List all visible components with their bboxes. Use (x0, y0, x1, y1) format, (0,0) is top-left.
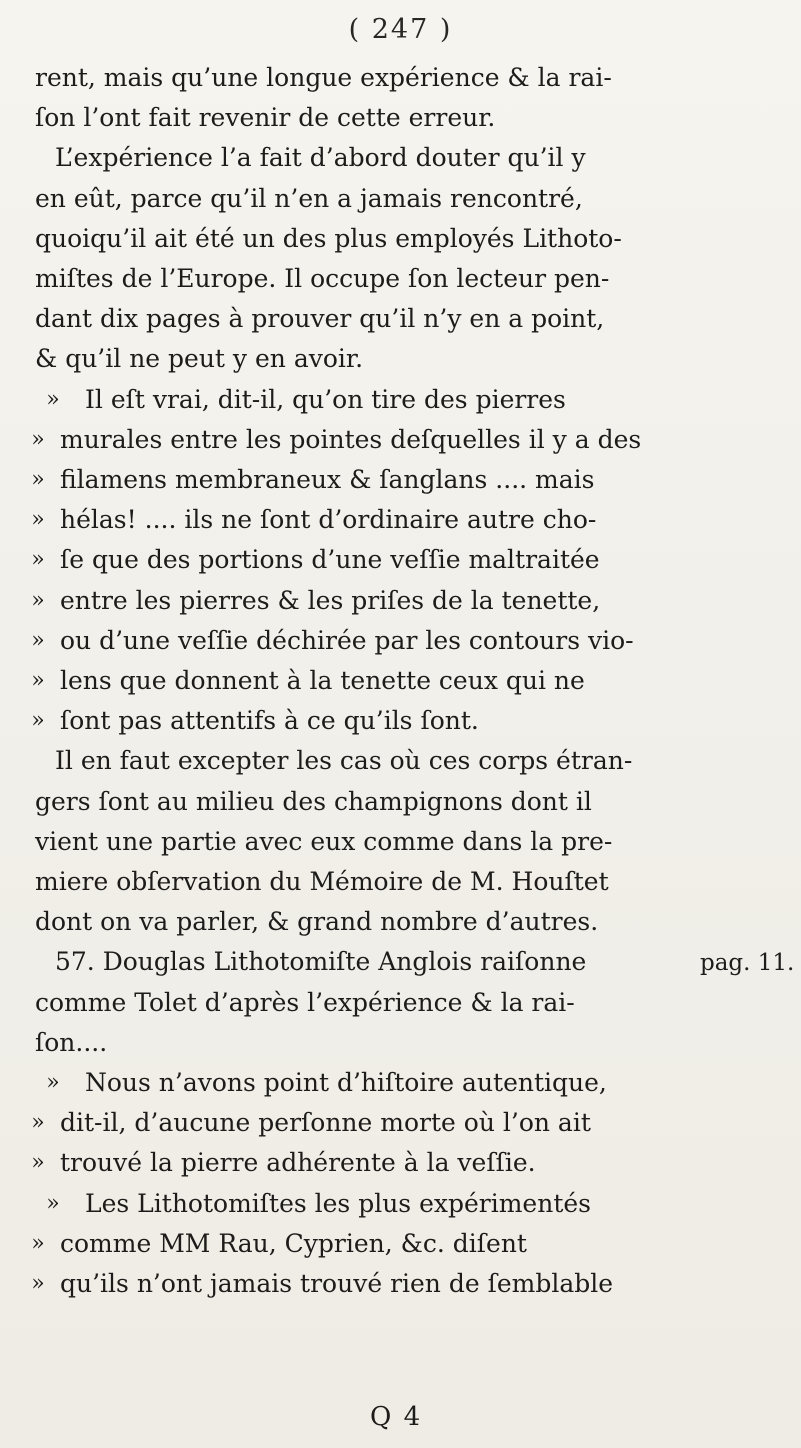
line-text: comme MM Rau, Cyprien, &c. diſent (60, 1228, 527, 1258)
line-text: entre les pierres & les priſes de la tenette, (60, 585, 601, 615)
text-line (0, 420, 801, 460)
line-text: 57. Douglas Lithotomiſte Anglois raiſonne (55, 947, 587, 977)
line-text: dont on va parler, & grand nombre d’autres. (35, 907, 599, 937)
text-line (0, 460, 801, 500)
line-text: Il en faut excepter les cas où ces corps étran- (55, 746, 633, 776)
text-line (0, 1184, 801, 1224)
text-line (0, 380, 801, 420)
quote-mark: » (31, 668, 45, 693)
quote-mark: » (31, 1271, 45, 1296)
line-text: qu’ils n’ont jamais trouvé rien de ſemblable (60, 1269, 614, 1298)
quote-mark: » (31, 1150, 45, 1176)
text-line (0, 1264, 801, 1304)
quote-mark: » (31, 507, 45, 533)
signature-mark: Q 4 (370, 1402, 423, 1432)
text-line (0, 138, 801, 178)
quote-mark: » (46, 386, 60, 412)
line-text: miere obſervation du Mémoire de M. Houſtet (35, 867, 609, 896)
line-text: rent, mais qu’une longue expérience & la rai- (35, 63, 612, 92)
text-line (0, 1023, 801, 1063)
text-line (0, 822, 801, 862)
line-text: murales entre les pointes deſquelles il y a des (60, 424, 642, 454)
line-text: comme Tolet d’après l’expérience & la rai- (35, 987, 575, 1017)
quote-mark: » (31, 426, 45, 452)
text-line (0, 58, 801, 98)
line-text: vient une partie avec eux comme dans la pre- (35, 826, 613, 856)
line-text: lens que donnent à la tenette ceux qui ne (60, 666, 585, 695)
page-number: ( 247 ) (348, 14, 453, 45)
text-line (0, 1224, 801, 1264)
line-text: & qu’il ne peut y en avoir. (35, 344, 364, 374)
text-line (0, 621, 801, 661)
line-text: dant dix pages à prouver qu’il n’y en a point, (35, 304, 605, 334)
line-text: ſon.... (35, 1027, 108, 1057)
line-text: ou d’une veſſie déchirée par les contours vio- (60, 625, 634, 655)
line-text: filamens membraneux & ſanglans .... mais (60, 465, 595, 494)
text-line (0, 701, 801, 741)
text-line (0, 500, 801, 540)
line-text: L’expérience l’a fait d’abord douter qu’il y (55, 143, 586, 173)
quote-mark: » (31, 708, 45, 734)
text-line (0, 1063, 801, 1103)
line-text: gers ſont au milieu des champignons dont il (35, 786, 592, 816)
text-line (0, 782, 801, 822)
quote-mark: » (46, 1190, 60, 1216)
quote-mark: » (31, 1110, 45, 1136)
text-line (0, 219, 801, 259)
line-text: dit-il, d’aucune perſonne morte où l’on ait (60, 1108, 591, 1138)
text-line (0, 179, 801, 219)
line-text: hélas! .... ils ne ſont d’ordinaire autre cho- (60, 505, 597, 535)
margin-note: pag. 11. (700, 950, 795, 977)
text-line (0, 299, 801, 339)
text-line (0, 983, 801, 1023)
quote-mark: » (46, 1070, 60, 1095)
text-line (0, 259, 801, 299)
text-line (0, 540, 801, 580)
line-text: ſont pas attentifs à ce qu’ils ſont. (60, 706, 479, 736)
text-line (0, 942, 801, 982)
quote-mark: » (31, 627, 45, 653)
line-text: miſtes de l’Europe. Il occupe ſon lecteur pen- (35, 264, 610, 293)
line-text: en eût, parce qu’il n’en a jamais rencontré, (35, 183, 583, 213)
text-line (0, 98, 801, 138)
text-line (0, 581, 801, 621)
line-text: Les Lithotomiſtes les plus expérimentés (85, 1188, 591, 1218)
line-text: trouvé la pierre adhérente à la veſſie. (60, 1148, 536, 1178)
quote-mark: » (31, 467, 45, 492)
line-text: Il eſt vrai, dit-il, qu’on tire des pierres (85, 384, 566, 414)
line-text: ſe que des portions d’une veſſie maltraitée (60, 545, 600, 575)
line-text: quoiqu’il ait été un des plus employés Lithoto- (35, 223, 622, 253)
quote-mark: » (31, 1230, 45, 1256)
line-text: ſon l’ont fait revenir de cette erreur. (35, 103, 496, 133)
text-line (0, 661, 801, 701)
text-line (0, 741, 801, 781)
text-line (0, 1143, 801, 1183)
text-line (0, 1103, 801, 1143)
text-line (0, 339, 801, 379)
line-text: Nous n’avons point d’hiſtoire autentique, (85, 1068, 607, 1097)
quote-mark: » (31, 547, 45, 573)
text-line (0, 902, 801, 942)
quote-mark: » (31, 587, 45, 613)
text-line (0, 862, 801, 902)
